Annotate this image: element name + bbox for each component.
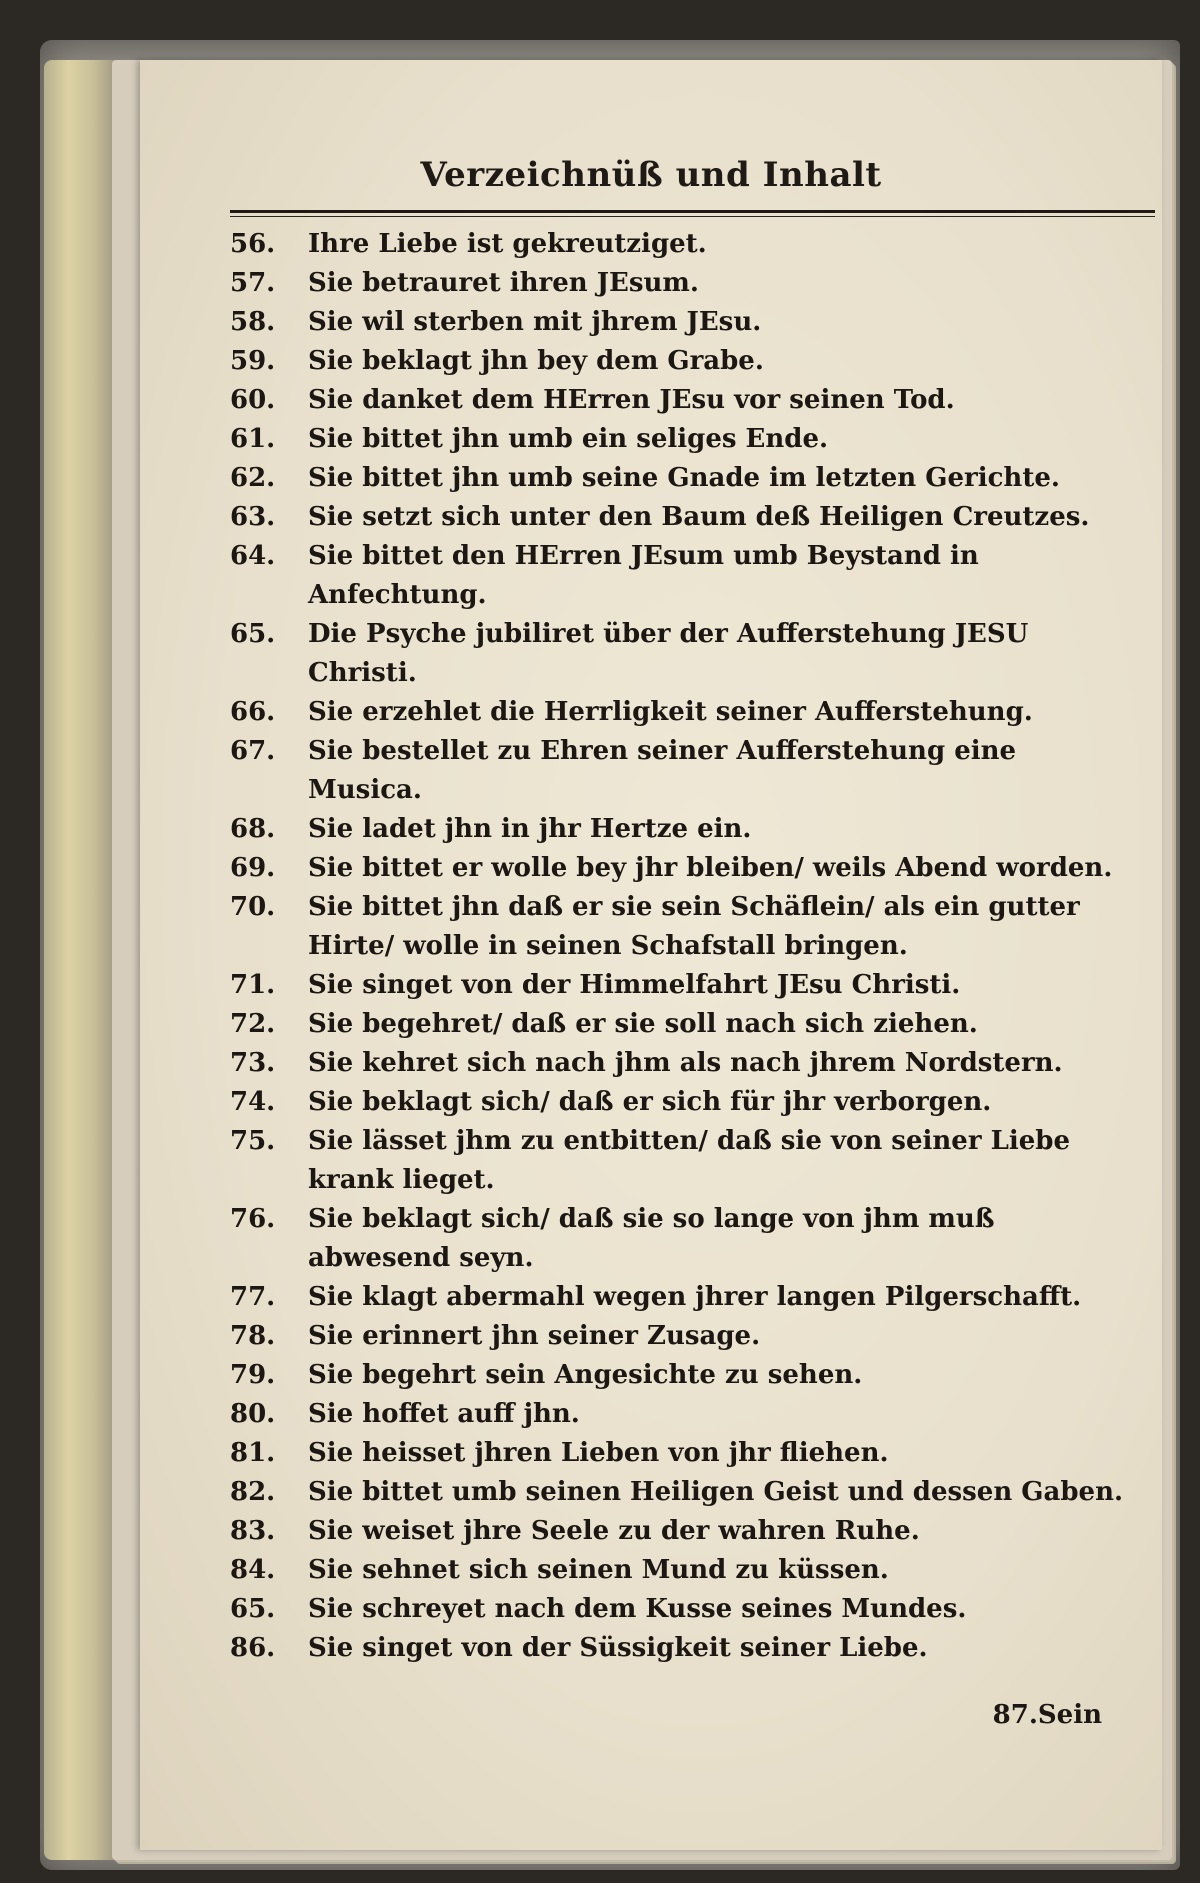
- list-item: [230, 888, 1130, 966]
- entry-text: Sie heisset jhren Lieben von jhr fliehen.: [308, 1438, 889, 1468]
- entry-number: 57.: [230, 268, 276, 298]
- header-rule: [230, 210, 1155, 213]
- entry-text: Sie erzehlet die Herrligkeit seiner Aufferstehung.: [308, 697, 1033, 727]
- entry-number: 58.: [230, 307, 276, 337]
- entry-text: Sie ladet jhn in jhr Hertze ein.: [308, 814, 752, 844]
- entry-number: 69.: [230, 853, 276, 883]
- entry-number: 75.: [230, 1126, 276, 1156]
- list-item: [230, 1005, 1130, 1044]
- entry-text: Sie wil sterben mit jhrem JEsu.: [308, 307, 762, 337]
- entry-text: Sie bittet er wolle bey jhr bleiben/ weils Abend worden.: [308, 853, 1113, 883]
- entry-text: Sie sehnet sich seinen Mund zu küssen.: [308, 1555, 889, 1585]
- entry-number: 66.: [230, 697, 276, 727]
- entry-text: Sie bittet den HErren JEsum umb Beystand in Anfechtung.: [308, 541, 979, 610]
- list-item: [230, 1044, 1130, 1083]
- entry-number: 65.: [230, 619, 276, 649]
- entry-text: Sie klagt abermahl wegen jhrer langen Pilgerschafft.: [308, 1282, 1082, 1312]
- entry-number: 73.: [230, 1048, 276, 1078]
- entry-text: Sie singet von der Himmelfahrt JEsu Christi.: [308, 970, 961, 1000]
- entry-text: Sie begehrt sein Angesichte zu sehen.: [308, 1360, 863, 1390]
- list-item: [230, 615, 1130, 693]
- entry-number: 65.: [230, 1594, 276, 1624]
- list-item: [230, 810, 1130, 849]
- list-item: [230, 381, 1130, 420]
- catchword: 87.Sein: [992, 1700, 1102, 1730]
- header-rule-thin: [230, 216, 1155, 217]
- list-item: [230, 1278, 1130, 1317]
- table-of-contents: [230, 225, 1130, 1668]
- list-item: [230, 459, 1130, 498]
- entry-number: 62.: [230, 463, 276, 493]
- running-head: Verzeichnüß und Inhalt: [420, 155, 882, 195]
- entry-number: 82.: [230, 1477, 276, 1507]
- entry-number: 68.: [230, 814, 276, 844]
- entry-text: Sie beklagt sich/ daß er sich für jhr verborgen.: [308, 1087, 992, 1117]
- entry-number: 63.: [230, 502, 276, 532]
- entry-number: 71.: [230, 970, 276, 1000]
- entry-text: Sie danket dem HErren JEsu vor seinen Tod.: [308, 385, 955, 415]
- list-item: [230, 1434, 1130, 1473]
- entry-text: Sie hoffet auff jhn.: [308, 1399, 580, 1429]
- entry-number: 84.: [230, 1555, 276, 1585]
- list-item: [230, 1200, 1130, 1278]
- list-item: [230, 1551, 1130, 1590]
- entry-text: Sie schreyet nach dem Kusse seines Mundes.: [308, 1594, 967, 1624]
- list-item: [230, 1590, 1130, 1629]
- list-item: [230, 303, 1130, 342]
- entry-number: 77.: [230, 1282, 276, 1312]
- entry-text: Sie bittet jhn umb ein seliges Ende.: [308, 424, 829, 454]
- entry-number: 60.: [230, 385, 276, 415]
- list-item: [230, 1629, 1130, 1668]
- entry-text: Sie betrauret ihren JEsum.: [308, 268, 699, 298]
- entry-number: 74.: [230, 1087, 276, 1117]
- entry-number: 56.: [230, 229, 276, 259]
- entry-number: 78.: [230, 1321, 276, 1351]
- entry-number: 72.: [230, 1009, 276, 1039]
- entry-number: 59.: [230, 346, 276, 376]
- entry-number: 80.: [230, 1399, 276, 1429]
- entry-number: 76.: [230, 1204, 276, 1234]
- page-edges: [44, 60, 114, 1860]
- list-item: [230, 693, 1130, 732]
- list-item: [230, 537, 1130, 615]
- entry-number: 86.: [230, 1633, 276, 1663]
- entry-text: Sie bestellet zu Ehren seiner Aufferstehung eine Musica.: [308, 736, 1017, 805]
- list-item: [230, 420, 1130, 459]
- entry-text: Sie begehret/ daß er sie soll nach sich ziehen.: [308, 1009, 978, 1039]
- entry-text: Sie singet von der Süssigkeit seiner Liebe.: [308, 1633, 928, 1663]
- entry-number: 81.: [230, 1438, 276, 1468]
- list-item: [230, 1083, 1130, 1122]
- entry-number: 61.: [230, 424, 276, 454]
- list-item: [230, 1512, 1130, 1551]
- entry-text: Sie setzt sich unter den Baum deß Heiligen Creutzes.: [308, 502, 1090, 532]
- page: [140, 60, 1162, 1850]
- entry-number: 83.: [230, 1516, 276, 1546]
- entry-text: Sie beklagt sich/ daß sie so lange von jhm muß abwesend seyn.: [308, 1204, 995, 1273]
- list-item: [230, 264, 1130, 303]
- list-item: [230, 1122, 1130, 1200]
- entry-text: Ihre Liebe ist gekreutziget.: [308, 229, 707, 259]
- list-item: [230, 1356, 1130, 1395]
- list-item: [230, 1395, 1130, 1434]
- entry-number: 79.: [230, 1360, 276, 1390]
- list-item: [230, 966, 1130, 1005]
- entry-text: Sie lässet jhm zu entbitten/ daß sie von seiner Liebe krank lieget.: [308, 1126, 1070, 1195]
- entry-number: 70.: [230, 892, 276, 922]
- entry-text: Sie bittet jhn daß er sie sein Schäflein/ als ein gutter Hirte/ wolle in seinen Schafstall bringen.: [308, 892, 1080, 961]
- list-item: [230, 342, 1130, 381]
- entry-number: 67.: [230, 736, 276, 766]
- entry-number: 64.: [230, 541, 276, 571]
- entry-text: Sie bittet umb seinen Heiligen Geist und dessen Gaben.: [308, 1477, 1124, 1507]
- list-item: [230, 498, 1130, 537]
- list-item: [230, 225, 1130, 264]
- entry-text: Sie bittet jhn umb seine Gnade im letzten Gerichte.: [308, 463, 1060, 493]
- entry-text: Sie erinnert jhn seiner Zusage.: [308, 1321, 761, 1351]
- list-item: [230, 1317, 1130, 1356]
- entry-text: Die Psyche jubiliret über der Aufferstehung JESU Christi.: [308, 619, 1029, 688]
- list-item: [230, 732, 1130, 810]
- list-item: [230, 849, 1130, 888]
- entry-text: Sie kehret sich nach jhm als nach jhrem Nordstern.: [308, 1048, 1063, 1078]
- list-item: [230, 1473, 1130, 1512]
- entry-text: Sie weiset jhre Seele zu der wahren Ruhe.: [308, 1516, 920, 1546]
- entry-text: Sie beklagt jhn bey dem Grabe.: [308, 346, 764, 376]
